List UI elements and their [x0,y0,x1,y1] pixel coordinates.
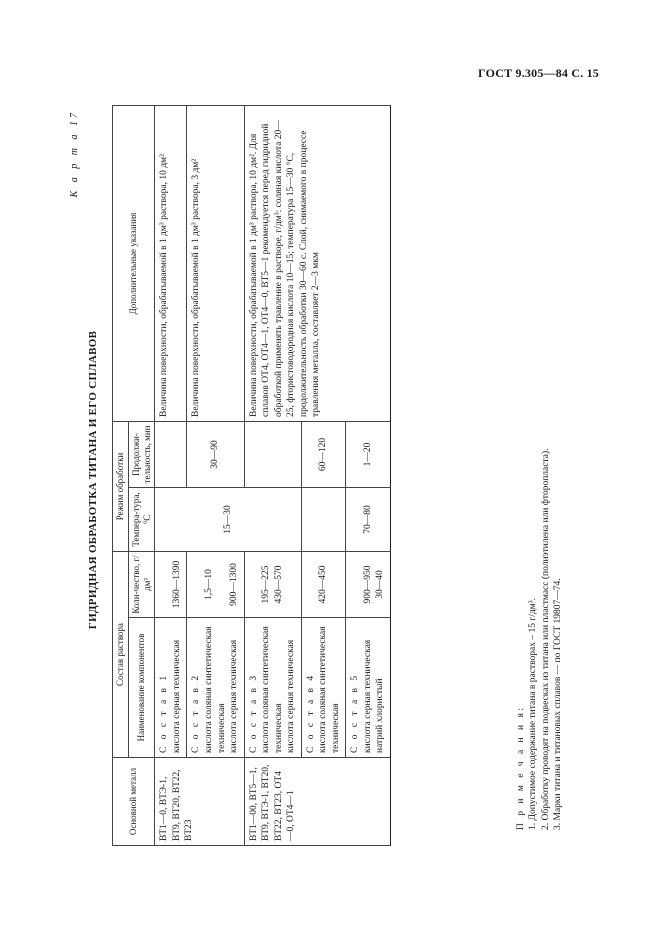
component-name: кислота серная техническая [171,639,182,753]
composition-label: С о с т а в 2 [191,673,202,753]
card-label: К а р т а 17 [69,110,80,198]
quantity-cell [187,552,244,618]
header-component-name: Наименование компонентов [128,618,155,758]
quantity-cell [244,552,301,618]
component-name: кислота соляная синтетическая техническая [203,626,227,753]
treatment-table [112,105,391,846]
component-name: кислота соляная синтетическая техническая [318,626,341,753]
duration-cell: 60—120 [301,422,346,488]
header-duration: Продолжи-тельность, мин [128,422,155,488]
quantity-value: 900—950 [362,565,373,604]
notes-cell: Величина поверхности, обрабатываемой в 1 дм³ раствора, 10 дм². Для сплавов ОТ4, ОТ4—1, ОТ4—0, ВТ5—1 рекомендуется перед гидридной обработкой применять травление в растворе, г/дм³: соляная кислота 20—25, фтористоводородная кислота 10—15; температура 15—30 °С, продолжительность обработки 30—60 с. Слой, снимаемого в процессе травления металла, составляет 2—3 мкм [244,106,390,422]
note-item: 3. Марки титана и титановых сплавов — по ГОСТ 19807—74. [553,578,564,830]
quantity-cell [155,552,187,618]
temperature-cell [301,488,346,552]
duration-cell: 30—90 [187,422,244,488]
duration-cell [155,422,187,488]
page-title: ГИДРИДНАЯ ОБРАБОТКА ТИТАНА И ЕГО СПЛАВОВ [87,330,99,630]
base-metal-cell: ВТ1—0, ВТЭ-1, ВТ9, ВТ20, ВТ22, ВТ23 [155,758,244,846]
quantity-value: 1360—1390 [171,560,182,609]
quantity-value: 30—40 [375,570,386,599]
header-solution: Состав раствора [113,552,129,758]
table-row [187,106,244,846]
table-row [155,106,187,846]
header-notes: Дополнительные указания [113,106,155,422]
header-quantity: Коли-чество, г/дм³ [128,552,155,618]
notes-cell: Величина поверхности, обрабатываемой в 1 дм³ раствора, 3 дм² [187,106,244,422]
component-name: кислота соляная синтетическая техническая [261,626,284,753]
composition-label: С о с т а в 4 [305,673,316,753]
quantity-cell [301,552,346,618]
quantity-value: 1,5—10 [203,569,214,600]
component-name: кислота серная техническая [229,639,240,753]
composition-label: С о с т а в 1 [159,673,170,753]
composition-cell [346,618,391,758]
notes-cell: Величина поверхности, обрабатываемой в 1 дм³ раствора, 10 дм² [155,106,187,422]
quantity-value: 900—1300 [229,563,240,606]
composition-label: С о с т а в 5 [350,673,361,753]
composition-cell [301,618,346,758]
composition-cell [244,618,301,758]
temperature-cell: 70—80 [346,488,391,552]
page-header: ГОСТ 9.305—84 С. 15 [478,66,599,80]
quantity-value: 195—225 [261,565,272,604]
duration-cell: 1—20 [346,422,391,488]
table-row [244,106,301,846]
duration-cell [244,422,301,488]
quantity-cell [346,552,391,618]
quantity-value: 430—570 [273,565,284,604]
header-mode: Режим обработки [113,422,129,552]
notes-title: П р и м е ч а н и я: [516,705,526,830]
note-item: 2. Обработку проводят на подвесках из титана или пластмасс (полиэтилена или фторопласта). [540,448,551,830]
component-name: кислота серная техническая [362,639,373,753]
composition-label: С о с т а в 3 [248,673,259,753]
base-metal-cell: ВТ1—00, ВТ5—1, ВТ9, ВТЭ-1, ВТ20, ВТ22, ВТ23, ОТ4—0, ОТ4—1 [244,758,390,846]
component-name: кислота серная техническая [286,639,297,753]
composition-cell [155,618,187,758]
rotated-content [60,100,600,860]
notes-section [515,130,564,830]
note-item: 1. Допустимое содержание титана в растворах – 15 г/дм³. [528,598,539,830]
header-base-metal: Основной металл [113,758,155,846]
component-name: натрий хлористый [375,678,386,753]
header-temperature: Темпера-тура, °С [128,488,155,552]
temperature-cell: 15—30 [155,488,301,552]
quantity-value: 420—450 [318,565,329,604]
composition-cell [187,618,244,758]
